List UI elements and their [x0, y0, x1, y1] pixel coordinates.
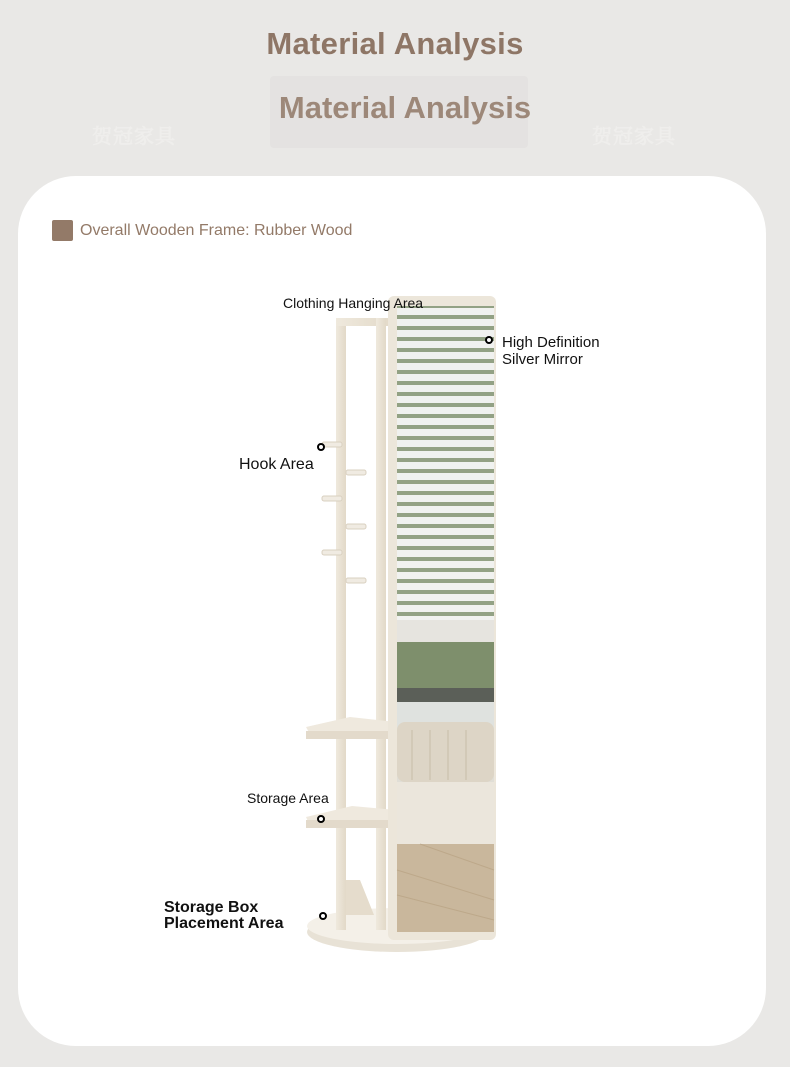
page-title: Material Analysis: [266, 26, 524, 61]
legend-label: Overall Wooden Frame: Rubber Wood: [80, 222, 353, 239]
watermark-left: 贺冠家具: [92, 126, 176, 148]
callout-hook-area: Hook Area: [239, 456, 314, 473]
rack-frame: [336, 318, 394, 930]
callout-mirror-line1: High Definition: [502, 334, 600, 351]
callout-dot-mirror: [485, 336, 493, 344]
callout-storage-area: Storage Area: [247, 790, 329, 806]
callout-mirror-line2: Silver Mirror: [502, 351, 583, 368]
callout-dot-storage: [317, 815, 325, 823]
page-subtitle: Material Analysis: [278, 90, 532, 125]
callout-dot-hook: [317, 443, 325, 451]
callout-box-line1: Storage Box: [164, 899, 259, 916]
watermark-right: 贺冠家具: [592, 126, 676, 148]
callout-box-line2: Placement Area: [164, 915, 284, 932]
callout-clothing-hanging: Clothing Hanging Area: [283, 295, 424, 311]
callout-dot-box: [319, 912, 327, 920]
